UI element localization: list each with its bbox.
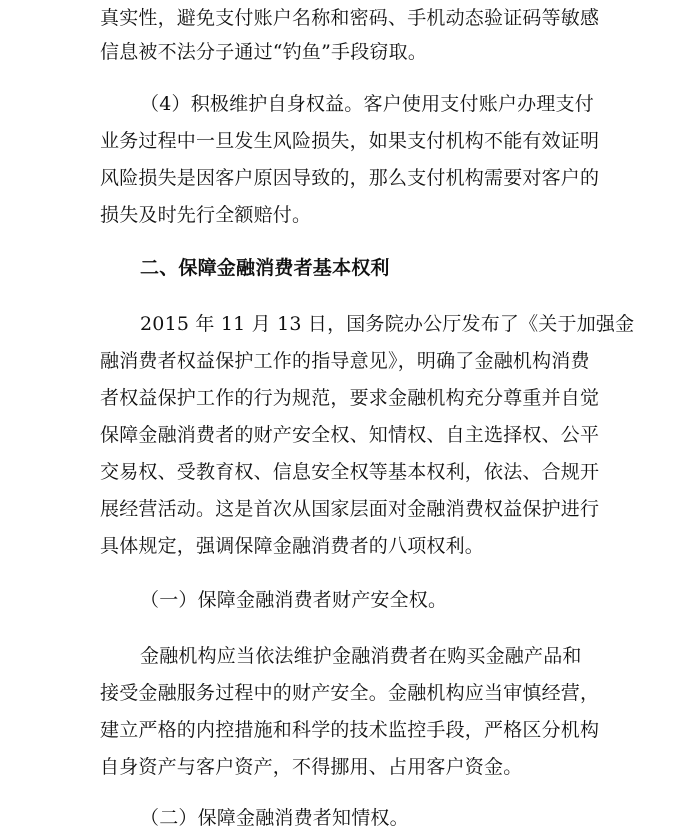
section-heading: 二、保障金融消费者基本权利	[140, 257, 390, 279]
paragraph-line: 建立严格的内控措施和科学的技术监控手段，严格区分机构	[100, 719, 600, 741]
paragraph-line: 接受金融服务过程中的财产安全。金融机构应当审慎经营，	[100, 682, 600, 704]
paragraph-line: 交易权、受教育权、信息安全权等基本权利，依法、合规开	[100, 461, 600, 483]
paragraph-line: 损失及时先行全额赔付。	[100, 204, 312, 226]
paragraph-line: 具体规定，强调保障金融消费者的八项权利。	[100, 535, 485, 557]
subheading: （二）保障金融消费者知情权。	[140, 807, 409, 829]
paragraph-line: 融消费者权益保护工作的指导意见》，明确了金融机构消费	[100, 350, 590, 372]
paragraph-line: 者权益保护工作的行为规范，要求金融机构充分尊重并自觉	[100, 387, 600, 409]
paragraph-line: 自身资产与客户资产，不得挪用、占用客户资金。	[100, 756, 523, 778]
paragraph-line: 保障金融消费者的财产安全权、知情权、自主选择权、公平	[100, 424, 600, 446]
paragraph-line: 真实性，避免支付账户名称和密码、手机动态验证码等敏感	[100, 7, 600, 29]
subheading: （一）保障金融消费者财产安全权。	[140, 589, 448, 611]
paragraph-line: 金融机构应当依法维护金融消费者在购买金融产品和	[140, 645, 582, 667]
paragraph-line: 2015 年 11 月 13 日，国务院办公厅发布了《关于加强金	[140, 313, 635, 335]
paragraph-line: 展经营活动。这是首次从国家层面对金融消费权益保护进行	[100, 498, 600, 520]
paragraph-line: 风险损失是因客户原因导致的，那么支付机构需要对客户的	[100, 167, 600, 189]
paragraph-line: 业务过程中一旦发生风险损失，如果支付机构不能有效证明	[100, 130, 600, 152]
paragraph-line: （4）积极维护自身权益。客户使用支付账户办理支付	[140, 93, 594, 115]
paragraph-line: 信息被不法分子通过“钓鱼”手段窃取。	[100, 41, 428, 63]
